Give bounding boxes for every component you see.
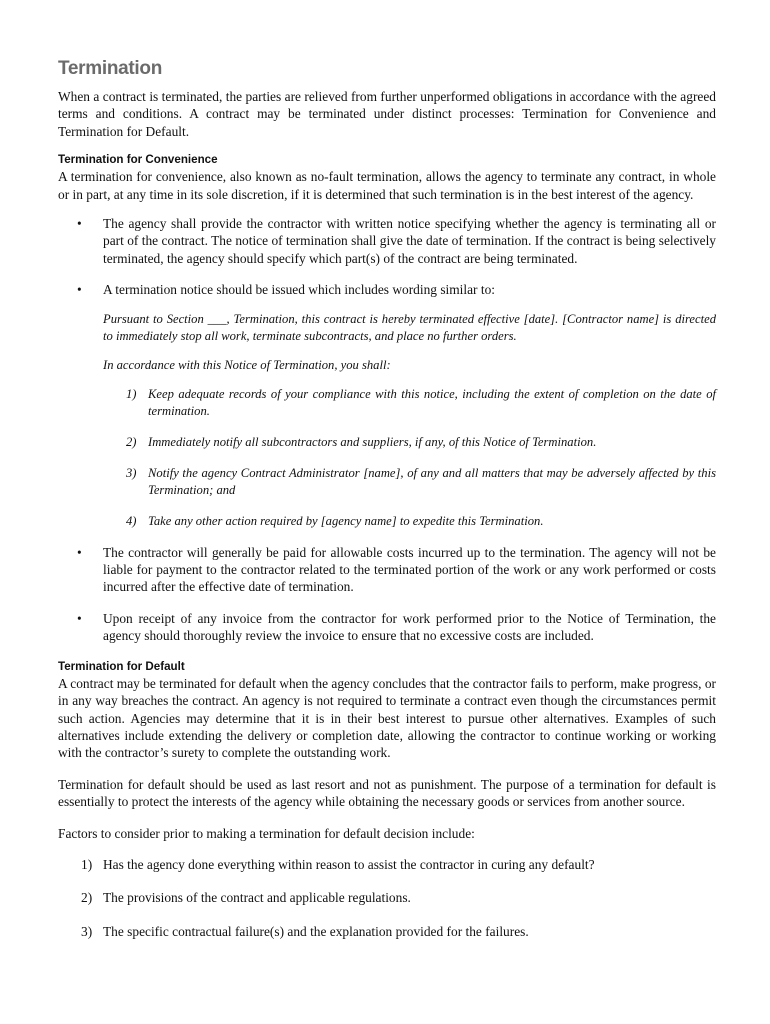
default-paragraph-1: A contract may be terminated for default when the agency concludes that the contractor fails to perform, make progress, or in any way breaches the contract. An agency is not required to terminate a contract even though the circumstances permit such action. Agencies may determine that it is in their best interest to pursue other alternatives. Examples of such alternatives include extending the delivery or completion date, allowing the contractor to continue working or working with the contractor’s surety to complete the outstanding work. — [58, 675, 716, 761]
list-item — [58, 281, 716, 529]
bullet-icon: • — [77, 282, 82, 298]
default-paragraph-2: Termination for default should be used as last resort and not as punishment. The purpose of a termination for default is essentially to protect the interests of the agency while obtaining the necessary goods or services from another source. — [58, 776, 716, 810]
default-factors-list — [58, 856, 716, 940]
bullet-icon: • — [77, 216, 82, 232]
list-item — [58, 215, 716, 267]
bullet-text: A termination notice should be issued which includes wording similar to: — [103, 282, 495, 298]
item-number: 1) — [81, 856, 93, 872]
bullet-text: Upon receipt of any invoice from the contractor for work performed prior to the Notice of Termination, the agency should thoroughly review the invoice to ensure that no excessive costs are included. — [103, 610, 716, 644]
bullet-icon: • — [77, 544, 82, 560]
bullet-text: The contractor will generally be paid for allowable costs incurred up to the termination. The agency will not be liable for payment to the contractor related to the terminated portion of the work or any work performed or costs incurred after the effective date of termination. — [103, 544, 716, 595]
list-item — [103, 434, 716, 451]
list-item — [103, 513, 716, 530]
list-item — [58, 544, 716, 596]
item-number: 3) — [81, 923, 93, 939]
list-item — [58, 923, 716, 940]
convenience-bullet-list — [58, 215, 716, 645]
default-heading: Termination for Default — [58, 659, 185, 673]
sample-notice: Pursuant to Section ___, Termination, this contract is hereby terminated effective [date]. [Contractor name] is directed to immediately stop all work, terminate subcontracts, and place no further orders. — [103, 311, 716, 343]
sample-notice-items — [103, 386, 716, 530]
list-item — [58, 610, 716, 645]
sample-lead: In accordance with this Notice of Termination, you shall: — [103, 357, 391, 372]
item-text: Notify the agency Contract Administrator [name], of any and all matters that may be adversely affected by this Termination; and — [148, 465, 716, 497]
page-title: Termination — [58, 58, 163, 79]
convenience-intro: A termination for convenience, also known as no-fault termination, allows the agency to terminate any contract, in whole or in part, at any time in its sole discretion, if it is determined that such termination is in the best interest of the agency. — [58, 169, 716, 202]
default-paragraph-3: Factors to consider prior to making a termination for default decision include: — [58, 825, 475, 841]
item-text: Has the agency done everything within reason to assist the contractor in curing any default? — [103, 856, 595, 872]
list-item — [103, 465, 716, 499]
item-text: Take any other action required by [agency name] to expedite this Termination. — [148, 513, 544, 528]
item-number: 2) — [81, 890, 93, 906]
convenience-heading: Termination for Convenience — [58, 153, 218, 167]
intro-paragraph: When a contract is terminated, the parties are relieved from further unperformed obligations in accordance with the agreed terms and conditions. A contract may be terminated under distinct processes: Termination for Convenience and Termination for Default. — [58, 89, 716, 139]
list-item — [103, 386, 716, 420]
item-number: 4) — [126, 513, 137, 528]
item-number: 3) — [126, 465, 137, 480]
item-number: 2) — [126, 434, 137, 449]
item-number: 1) — [126, 386, 137, 401]
bullet-icon: • — [77, 610, 82, 626]
list-item — [58, 856, 716, 873]
item-text: Immediately notify all subcontractors and suppliers, if any, of this Notice of Termination. — [148, 434, 597, 449]
list-item — [58, 889, 716, 906]
item-text: Keep adequate records of your compliance with this notice, including the extent of completion on the date of termination. — [148, 386, 716, 418]
bullet-text: The agency shall provide the contractor with written notice specifying whether the agency is terminating all or part of the contract. The notice of termination shall give the date of termination. If the contract is being selectively terminated, the agency should specify which part(s) of the contract are being terminated. — [103, 216, 716, 266]
item-text: The specific contractual failure(s) and the explanation provided for the failures. — [103, 923, 529, 939]
item-text: The provisions of the contract and applicable regulations. — [103, 890, 411, 906]
